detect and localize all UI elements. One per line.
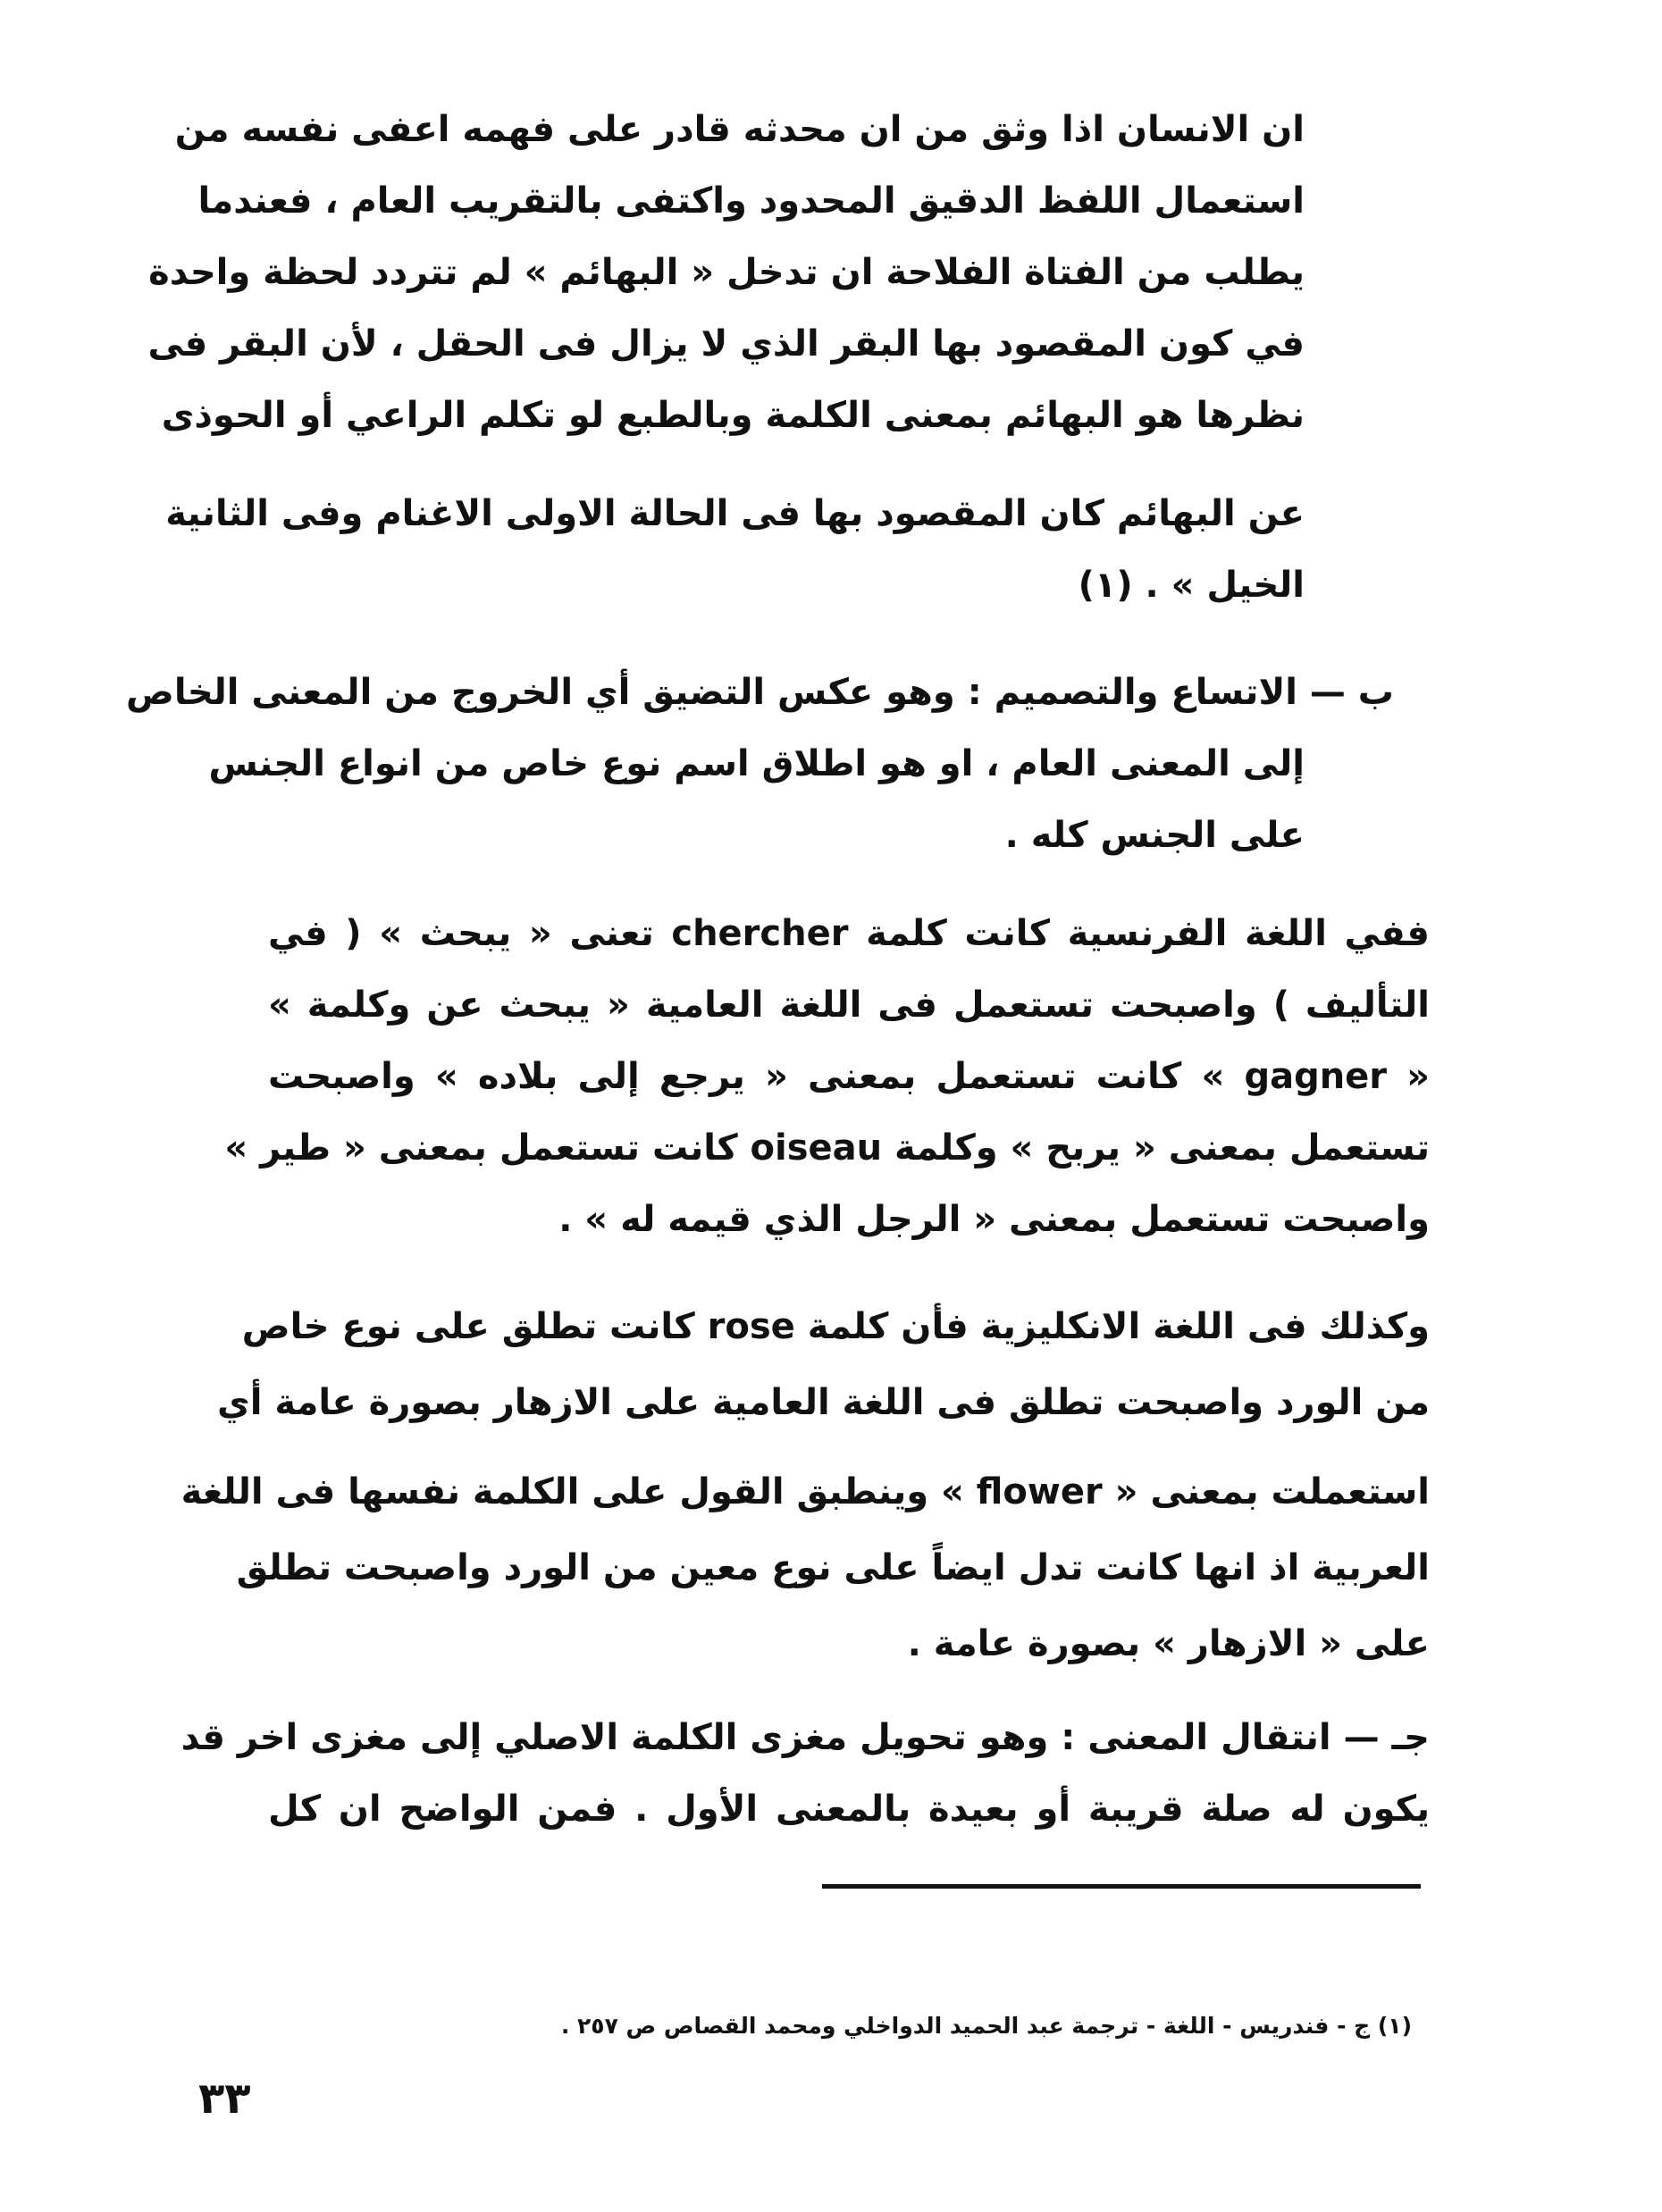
- text-line: إلى المعنى العام ، او هو اطلاق اسم نوع خاص من انواع الجنس: [208, 743, 1305, 784]
- text-line: استعمال اللفظ الدقيق المحدود واكتفى بالتقريب العام ، فعندما: [197, 180, 1305, 222]
- text-line: التأليف ) واصبحت تستعمل فى اللغة العامية « يبحث عن وكلمة »: [268, 985, 1430, 1026]
- text-line: يكون له صلة قريبة أو بعيدة بالمعنى الأول . فمن الواضح ان كل: [268, 1789, 1430, 1830]
- footnote-divider: [822, 1884, 1421, 1889]
- text-line: من الورد واصبحت تطلق فى اللغة العامية على الازهار بصورة عامة أي: [217, 1382, 1430, 1423]
- footnote: (١) ج - فندريس - اللغة - ترجمة عبد الحميد الدواخلي ومحمد القصاص ص ٢٥٧ .: [560, 2013, 1412, 2039]
- text-line: وكذلك فى اللغة الانكليزية فأن كلمة rose كانت تطلق على نوع خاص: [241, 1306, 1430, 1347]
- text-line: عن البهائم كان المقصود بها فى الحالة الاولى الاغنام وفى الثانية: [165, 493, 1305, 534]
- text-line: نظرها هو البهائم بمعنى الكلمة وبالطبع لو تكلم الراعي أو الحوذى: [161, 395, 1305, 436]
- text-line: على الجنس كله .: [1004, 815, 1305, 856]
- text-line: ففي اللغة الفرنسية كانت كلمة chercher تعنى « يبحث » ( في: [268, 913, 1430, 954]
- text-line: يطلب من الفتاة الفلاحة ان تدخل « البهائم » لم تتردد لحظة واحدة: [148, 252, 1305, 293]
- text-line: ان الانسان اذا وثق من ان محدثه قادر على فهمه اعفى نفسه من: [174, 109, 1305, 150]
- text-line: في كون المقصود بها البقر الذي لا يزال فى الحقل ، لأن البقر فى: [147, 323, 1305, 364]
- section-heading-line: ب — الاتساع والتصميم : وهو عكس التضيق أي الخروج من المعنى الخاص: [126, 672, 1394, 713]
- text-line: العربية اذ انها كانت تدل ايضاً على نوع معين من الورد واصبحت تطلق: [236, 1547, 1430, 1588]
- text-line: على « الازهار » بصورة عامة .: [907, 1623, 1430, 1664]
- text-line: « gagner » كانت تستعمل بمعنى « يرجع إلى بلاده » واصبحت: [268, 1056, 1431, 1097]
- section-heading-line: جـ — انتقال المعنى : وهو تحويل مغزى الكلمة الاصلي إلى مغزى اخر قد: [180, 1717, 1430, 1758]
- text-line: الخيل » . (١): [1078, 565, 1305, 606]
- text-line: واصبحت تستعمل بمعنى « الرجل الذي قيمه له » .: [558, 1199, 1430, 1240]
- text-line: تستعمل بمعنى « يربح » وكلمة oiseau كانت تستعمل بمعنى « طير »: [224, 1127, 1430, 1169]
- text-line: استعملت بمعنى « flower » وينطبق القول على الكلمة نفسها فى اللغة: [180, 1471, 1430, 1512]
- page-number: ٣٣: [198, 2074, 251, 2124]
